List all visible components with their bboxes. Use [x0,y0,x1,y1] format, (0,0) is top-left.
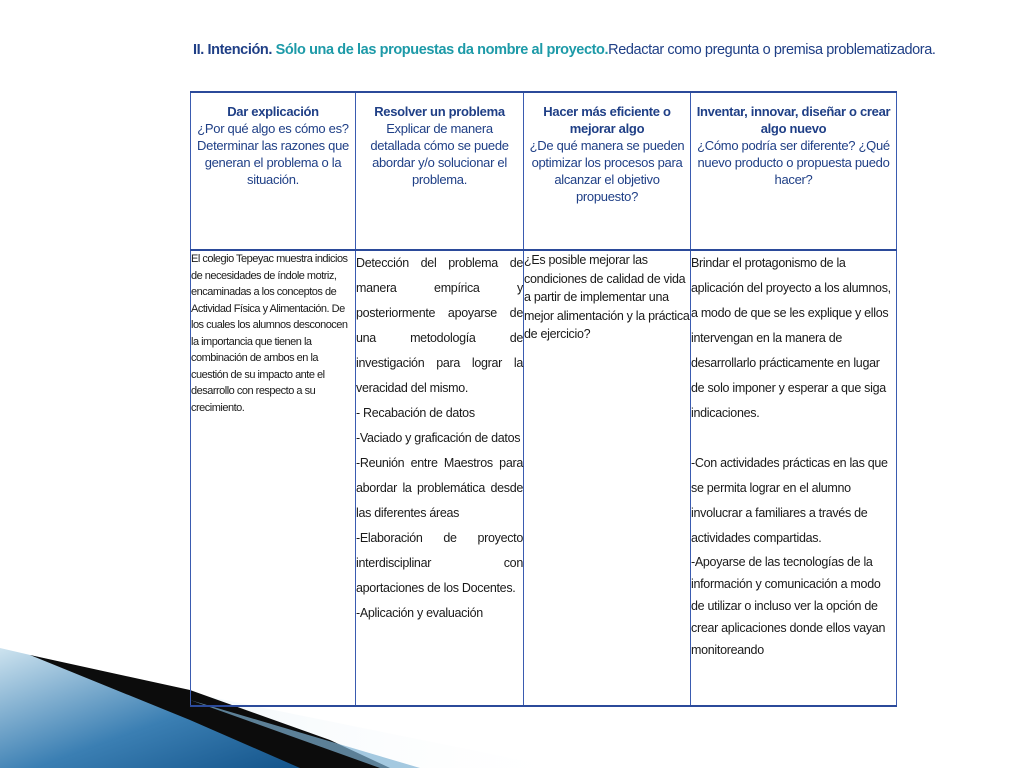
heading-emphasis: Sólo una de las propuestas da nombre al proyecto. [275,42,609,58]
section-heading [193,40,936,60]
column-title: Hacer más eficiente o mejorar algo [543,104,671,136]
header-cell-explain [191,92,356,250]
explain-text: El colegio Tepeyac muestra indicios de necesidades de índole motriz, encaminadas a los conceptos de Actividad Física y Alimentación. De los cuales los alumnos desconocen la importancia que tienen la combinación de ambos en la cuestión de su impacto ante el desarrollo con respecto a su crecimiento. [191,253,348,414]
column-description: Explicar de manera detallada cómo se puede abordar y/o solucionar el problema. [370,121,509,187]
body-cell-explain [191,250,356,706]
heading-roman: II. Intención. [193,42,272,58]
column-title: Dar explicación [227,104,319,119]
table-body-row [191,250,897,706]
column-title: Resolver un problema [374,104,505,119]
paragraph-spacer [691,426,896,451]
heading-instruction: Redactar como pregunta o premisa problematizadora. [608,42,936,58]
solve-step: -Aplicación y evaluación [356,606,483,620]
solve-step: -Elaboración de proyecto interdisciplinar con aportaciones de los Docentes. [356,531,523,595]
solve-step: -Reunión entre Maestros para abordar la problemática desde las diferentes áreas [356,456,523,520]
solve-intro: Detección del problema de manera empírica y posteriormente apoyarse de una metodología de investigación para lograr la veracidad del mismo. [356,256,523,395]
header-cell-innovate [691,92,897,250]
body-cell-solve [356,250,524,706]
column-description: ¿Por qué algo es cómo es? Determinar las razones que generan el problema o la situación. [197,121,349,187]
innovate-paragraph-3: -Apoyarse de las tecnologías de la información y comunicación a modo de utilizar o incluso ver la opción de crear aplicaciones donde ellos vayan monitoreando [691,555,886,657]
body-cell-innovate [691,250,897,706]
innovate-paragraph-2: -Con actividades prácticas en las que se permita lograr en el alumno involucrar a familiares a través de actividades compartidas. [691,456,888,545]
header-cell-improve [524,92,691,250]
column-description: ¿Cómo podría ser diferente? ¿Qué nuevo producto o propuesta puedo hacer? [697,138,890,187]
body-cell-improve [524,250,691,706]
column-title: Inventar, innovar, diseñar o crear algo nuevo [696,104,891,136]
table-header-row [191,92,897,250]
improve-question: ¿Es posible mejorar las condiciones de calidad de vida a partir de implementar una mejor alimentación y la práctica de ejercicio? [524,253,690,341]
intention-table [190,91,897,707]
solve-step: -Vaciado y graficación de datos [356,431,521,445]
innovate-paragraph-1: Brindar el protagonismo de la aplicación del proyecto a los alumnos, a modo de que se les explique y ellos intervengan en la manera de desarrollarlo prácticamente en lugar de solo imponer y esperar a que siga indicaciones. [691,256,891,420]
header-cell-solve [356,92,524,250]
column-description: ¿De qué manera se pueden optimizar los procesos para alcanzar el objetivo propuesto? [529,138,685,204]
solve-step: - Recabación de datos [356,406,475,420]
